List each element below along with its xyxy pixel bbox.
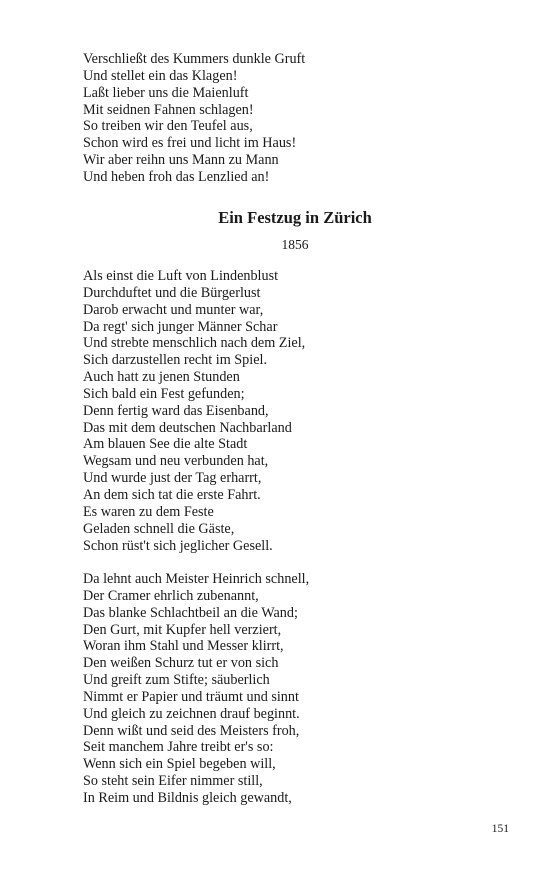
verse-line: Und strebte menschlich nach dem Ziel, — [83, 335, 306, 352]
verse-line: Wegsam und neu verbunden hat, — [83, 453, 269, 470]
verse-line: In Reim und Bildnis gleich gewandt, — [83, 789, 292, 806]
verse-line: Da lehnt auch Meister Heinrich schnell, — [83, 571, 310, 587]
page-number: 151 — [491, 823, 509, 835]
verse-line: Darob erwacht und munter war, — [83, 301, 264, 318]
verse-line: Denn wißt und seid des Meisters froh, — [83, 722, 300, 739]
verse-line: Am blauen See die alte Stadt — [83, 436, 248, 453]
verse-line: Sich bald ein Fest gefunden; — [83, 385, 245, 402]
verse-line: Und wurde just der Tag erharrt, — [83, 470, 262, 487]
verse-line: Und heben froh das Lenzlied an! — [83, 168, 270, 185]
verse-line: Schon wird es frei und licht im Haus! — [83, 135, 297, 152]
verse-line: Wenn sich ein Spiel begeben will, — [83, 756, 276, 773]
verse-line: Woran ihm Stahl und Messer klirrt, — [83, 638, 284, 655]
verse-line: Durchduftet und die Bürgerlust — [83, 284, 261, 301]
verse-line: Denn fertig ward das Eisenband, — [83, 402, 269, 419]
verse-line: Schon rüst't sich jeglicher Gesell. — [83, 537, 273, 554]
verse-line: Nimmt er Papier und träumt und sinnt — [83, 688, 299, 705]
verse-line: Verschließt des Kummers dunkle Gruft — [83, 51, 306, 67]
previous-poem-ending — [83, 51, 513, 186]
poem-year: 1856 — [281, 237, 309, 252]
verse-line: Mit seidnen Fahnen schlagen! — [83, 101, 254, 118]
stanza-2 — [83, 571, 513, 807]
verse-line: Das mit dem deutschen Nachbarland — [83, 419, 292, 436]
verse-line: So treiben wir den Teufel aus, — [83, 118, 253, 135]
stanza-1 — [83, 268, 513, 554]
verse-line: Und gleich zu zeichnen drauf beginnt. — [83, 705, 300, 722]
verse-line: An dem sich tat die erste Fahrt. — [83, 486, 261, 503]
verse-line: Den weißen Schurz tut er von sich — [83, 655, 279, 672]
verse-line: Geladen schnell die Gäste, — [83, 520, 235, 537]
verse-line: Das blanke Schlachtbeil an die Wand; — [83, 604, 298, 621]
poem-title: Ein Festzug in Zürich — [218, 208, 372, 227]
verse-line: Der Cramer ehrlich zubenannt, — [83, 587, 259, 604]
verse-line: Und greift zum Stifte; säuberlich — [83, 672, 270, 689]
verse-line: Sich darzustellen recht im Spiel. — [83, 352, 267, 369]
verse-line: Da regt' sich junger Männer Schar — [83, 318, 278, 335]
verse-line: Auch hatt zu jenen Stunden — [83, 369, 240, 386]
verse-line: Es waren zu dem Feste — [83, 503, 214, 520]
verse-line: Den Gurt, mit Kupfer hell verziert, — [83, 621, 282, 638]
verse-line: Und stellet ein das Klagen! — [83, 67, 238, 84]
verse-line: Als einst die Luft von Lindenblust — [83, 268, 279, 284]
verse-line: Laßt lieber uns die Maienluft — [83, 84, 249, 101]
verse-line: Wir aber reihn uns Mann zu Mann — [83, 152, 279, 169]
verse-line: Seit manchem Jahre treibt er's so: — [83, 739, 274, 756]
verse-line: So steht sein Eifer nimmer still, — [83, 773, 263, 790]
